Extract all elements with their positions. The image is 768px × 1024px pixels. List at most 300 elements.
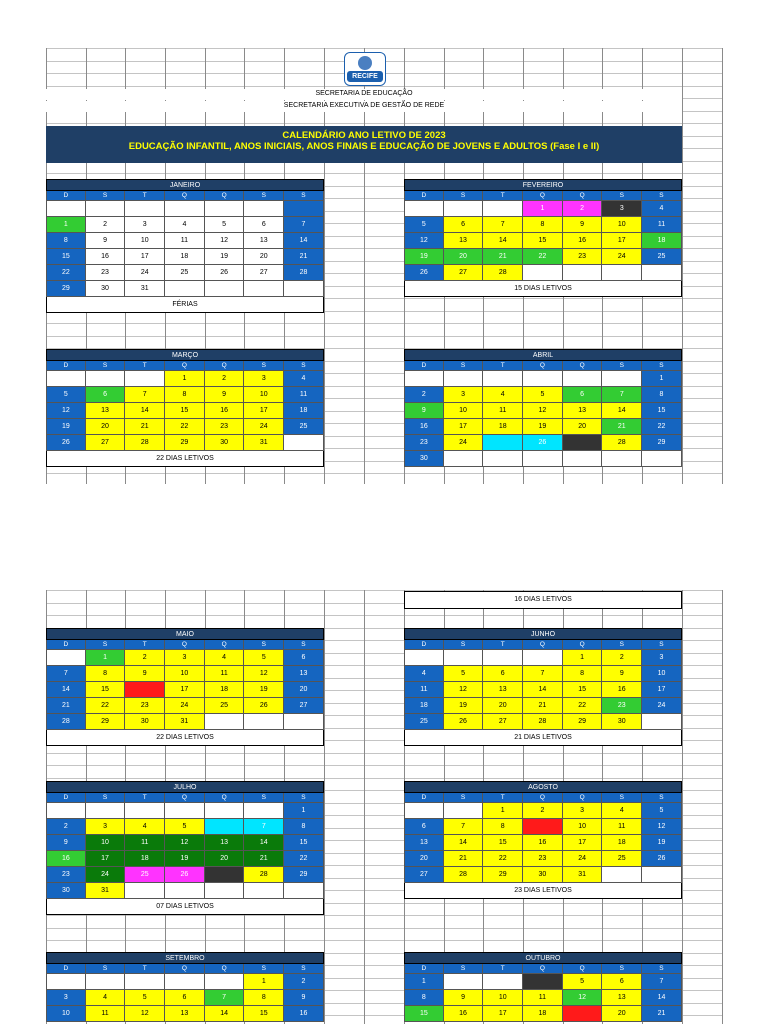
day-cell: 14 (284, 233, 324, 249)
day-cell: 8 (404, 990, 444, 1006)
weekday-label: S (602, 964, 642, 974)
week-row (404, 387, 682, 403)
weekday-label: D (46, 640, 86, 650)
day-cell: 21 (444, 851, 484, 867)
weekday-label: Q (165, 361, 205, 371)
week-row (404, 851, 682, 867)
day-cell: 11 (483, 403, 523, 419)
day-cell: 16 (602, 682, 642, 698)
day-cell: 1 (165, 371, 205, 387)
week-row (46, 387, 324, 403)
day-cell (602, 867, 642, 883)
day-cell: 10 (563, 819, 603, 835)
day-cell: 2 (602, 650, 642, 666)
day-cell: 17 (86, 851, 126, 867)
day-cell (165, 803, 205, 819)
day-cell (523, 371, 563, 387)
weekday-label: S (642, 640, 682, 650)
weekday-label: Q (523, 964, 563, 974)
day-cell: 12 (46, 403, 86, 419)
day-cell: 11 (404, 682, 444, 698)
day-cell (404, 201, 444, 217)
day-cell (404, 803, 444, 819)
day-cell (125, 682, 165, 698)
dias-letivos-note: 07 DIAS LETIVOS (46, 899, 324, 915)
logo-text: RECIFE (347, 71, 383, 82)
day-cell: 9 (444, 990, 484, 1006)
day-cell: 9 (602, 666, 642, 682)
grid-line (46, 915, 722, 916)
day-cell (642, 714, 682, 730)
week-row (404, 233, 682, 249)
week-row (404, 714, 682, 730)
day-cell: 27 (404, 867, 444, 883)
day-cell: 2 (523, 803, 563, 819)
day-cell: 11 (165, 233, 205, 249)
day-cell: 11 (284, 387, 324, 403)
day-cell: 16 (205, 403, 245, 419)
weekday-label: Q (165, 964, 205, 974)
day-cell: 15 (244, 1006, 284, 1022)
weekday-label: S (642, 191, 682, 201)
banner-line-1: CALENDÁRIO ANO LETIVO DE 2023 (282, 130, 446, 141)
weekday-label: D (404, 361, 444, 371)
week-row (46, 819, 324, 835)
day-cell: 6 (602, 974, 642, 990)
weekday-label: Q (165, 640, 205, 650)
day-cell: 25 (125, 867, 165, 883)
day-cell (602, 265, 642, 281)
day-cell: 31 (563, 867, 603, 883)
week-row (404, 819, 682, 835)
day-cell: 27 (86, 435, 126, 451)
weekday-label: S (602, 793, 642, 803)
weekday-label: T (483, 793, 523, 803)
weekday-label: Q (523, 361, 563, 371)
day-cell: 23 (563, 249, 603, 265)
day-cell: 6 (483, 666, 523, 682)
weekday-label: Q (523, 793, 563, 803)
week-row (404, 217, 682, 233)
day-cell (46, 803, 86, 819)
weekday-label: S (86, 793, 126, 803)
weekday-label: S (86, 640, 126, 650)
day-cell: 16 (86, 249, 126, 265)
grid-line (46, 48, 722, 49)
day-cell: 10 (483, 990, 523, 1006)
week-row (46, 835, 324, 851)
weekday-label: S (444, 793, 484, 803)
day-cell: 15 (483, 835, 523, 851)
day-cell: 26 (165, 867, 205, 883)
day-cell: 28 (46, 714, 86, 730)
day-cell: 26 (46, 435, 86, 451)
weekday-label: S (244, 964, 284, 974)
weekday-label: Q (563, 964, 603, 974)
day-cell: 19 (205, 249, 245, 265)
week-row (46, 265, 324, 281)
day-cell: 18 (404, 698, 444, 714)
day-cell (86, 803, 126, 819)
day-cell: 4 (404, 666, 444, 682)
day-cell: 27 (483, 714, 523, 730)
week-row (404, 249, 682, 265)
day-cell: 4 (86, 990, 126, 1006)
day-cell: 6 (244, 217, 284, 233)
day-cell (444, 451, 484, 467)
day-cell: 28 (523, 714, 563, 730)
day-cell (46, 371, 86, 387)
week-row (46, 435, 324, 451)
day-cell (284, 435, 324, 451)
grid-line (46, 323, 722, 324)
day-cell: 28 (483, 265, 523, 281)
weekday-label: S (86, 361, 126, 371)
day-cell: 13 (244, 233, 284, 249)
week-row (46, 698, 324, 714)
day-cell: 24 (244, 419, 284, 435)
day-cell: 4 (284, 371, 324, 387)
month-julho (46, 781, 324, 915)
day-cell: 1 (46, 217, 86, 233)
day-cell: 18 (165, 249, 205, 265)
day-cell: 1 (523, 201, 563, 217)
month-title: JULHO (46, 781, 324, 793)
day-cell: 5 (523, 387, 563, 403)
day-cell: 21 (244, 851, 284, 867)
weekday-label: D (46, 964, 86, 974)
week-row (46, 851, 324, 867)
day-cell: 2 (284, 974, 324, 990)
week-row (46, 714, 324, 730)
day-cell: 7 (46, 666, 86, 682)
weekday-label: D (404, 640, 444, 650)
month-title: JUNHO (404, 628, 682, 640)
day-cell: 11 (602, 819, 642, 835)
day-cell: 26 (244, 698, 284, 714)
day-cell (125, 974, 165, 990)
weekday-label: S (86, 964, 126, 974)
day-cell: 23 (523, 851, 563, 867)
month-outubro (404, 952, 682, 1022)
day-cell (205, 819, 245, 835)
day-cell: 20 (244, 249, 284, 265)
day-cell: 1 (483, 803, 523, 819)
day-cell: 3 (165, 650, 205, 666)
month-marco (46, 349, 324, 467)
weekday-label: D (404, 191, 444, 201)
day-cell: 2 (563, 201, 603, 217)
grid-line (46, 173, 722, 174)
day-cell: 16 (404, 419, 444, 435)
day-cell: 15 (563, 682, 603, 698)
day-cell: 28 (602, 435, 642, 451)
week-row (404, 867, 682, 883)
day-cell (125, 803, 165, 819)
day-cell: 29 (642, 435, 682, 451)
day-cell: 7 (602, 387, 642, 403)
day-cell: 5 (563, 974, 603, 990)
weekday-label: S (244, 640, 284, 650)
day-cell: 27 (244, 265, 284, 281)
day-cell: 2 (205, 371, 245, 387)
grid-line (46, 615, 722, 616)
day-cell: 26 (523, 435, 563, 451)
day-cell (244, 281, 284, 297)
week-row (404, 1006, 682, 1022)
day-cell (284, 714, 324, 730)
day-cell: 25 (284, 419, 324, 435)
day-cell (125, 371, 165, 387)
weekday-label: Q (205, 964, 245, 974)
day-cell: 19 (523, 419, 563, 435)
day-cell: 3 (444, 387, 484, 403)
day-cell: 31 (86, 883, 126, 899)
week-row (46, 201, 324, 217)
day-cell: 16 (46, 851, 86, 867)
day-cell: 9 (404, 403, 444, 419)
day-cell: 12 (244, 666, 284, 682)
day-cell: 1 (284, 803, 324, 819)
day-cell: 11 (125, 835, 165, 851)
day-cell: 11 (642, 217, 682, 233)
day-cell: 10 (642, 666, 682, 682)
day-cell: 12 (642, 819, 682, 835)
day-cell: 22 (483, 851, 523, 867)
day-cell: 24 (86, 867, 126, 883)
grid-line (324, 48, 325, 484)
day-cell: 13 (404, 835, 444, 851)
weekday-label: S (444, 361, 484, 371)
weekday-label: Q (563, 361, 603, 371)
day-cell: 17 (444, 419, 484, 435)
week-row (46, 650, 324, 666)
weekday-label: S (642, 361, 682, 371)
week-row (404, 265, 682, 281)
month-title: ABRIL (404, 349, 682, 361)
day-cell: 17 (642, 682, 682, 698)
weekday-label: Q (165, 793, 205, 803)
day-cell: 23 (602, 698, 642, 714)
day-cell: 7 (483, 217, 523, 233)
day-cell: 21 (46, 698, 86, 714)
day-cell: 10 (244, 387, 284, 403)
grid-line (46, 940, 722, 941)
day-cell (205, 974, 245, 990)
day-cell: 9 (205, 387, 245, 403)
day-cell: 20 (483, 698, 523, 714)
day-cell: 20 (602, 1006, 642, 1022)
day-cell: 5 (125, 990, 165, 1006)
grid-line (364, 48, 365, 484)
grid-line (46, 473, 722, 474)
month-agosto (404, 781, 682, 899)
secretaria-executiva-title: SECRETARIA EXECUTIVA DE GESTÃO DE REDE (46, 101, 682, 112)
day-cell: 24 (642, 698, 682, 714)
day-cell: 16 (284, 1006, 324, 1022)
day-cell: 5 (244, 650, 284, 666)
month-title: FEVEREIRO (404, 179, 682, 191)
day-cell: 12 (444, 682, 484, 698)
day-cell: 15 (642, 403, 682, 419)
day-cell: 7 (523, 666, 563, 682)
weekday-label: D (404, 793, 444, 803)
weekday-label: S (444, 640, 484, 650)
day-cell (205, 883, 245, 899)
day-cell (46, 974, 86, 990)
day-cell: 21 (523, 698, 563, 714)
day-cell: 1 (244, 974, 284, 990)
day-cell: 24 (444, 435, 484, 451)
day-cell: 12 (404, 233, 444, 249)
weekday-label: S (86, 191, 126, 201)
day-cell: 1 (642, 371, 682, 387)
weekday-label: S (244, 361, 284, 371)
weekday-label: D (46, 191, 86, 201)
day-cell: 20 (205, 851, 245, 867)
day-cell: 13 (563, 403, 603, 419)
weekday-label: S (444, 191, 484, 201)
day-cell: 15 (284, 835, 324, 851)
day-cell: 26 (444, 714, 484, 730)
day-cell (205, 714, 245, 730)
weekday-label: D (46, 361, 86, 371)
day-cell: 1 (86, 650, 126, 666)
day-cell (563, 265, 603, 281)
grid-line (46, 928, 722, 929)
day-cell: 16 (444, 1006, 484, 1022)
day-cell (165, 201, 205, 217)
weekday-label: S (284, 640, 324, 650)
week-row (404, 990, 682, 1006)
day-cell (483, 974, 523, 990)
day-cell: 11 (205, 666, 245, 682)
weekday-header-row (46, 640, 324, 650)
dias-letivos-note: 23 DIAS LETIVOS (404, 883, 682, 899)
day-cell: 17 (165, 682, 205, 698)
day-cell: 29 (46, 281, 86, 297)
day-cell: 20 (86, 419, 126, 435)
day-cell: 17 (244, 403, 284, 419)
day-cell: 4 (602, 803, 642, 819)
grid-line (46, 336, 722, 337)
day-cell: 1 (563, 650, 603, 666)
day-cell: 2 (46, 819, 86, 835)
weekday-label: S (642, 793, 682, 803)
day-cell: 19 (46, 419, 86, 435)
weekday-label: T (125, 793, 165, 803)
day-cell: 14 (523, 682, 563, 698)
weekday-label: S (602, 191, 642, 201)
month-maio (46, 628, 324, 746)
day-cell: 10 (602, 217, 642, 233)
week-row (404, 803, 682, 819)
day-cell: 8 (46, 233, 86, 249)
day-cell: 3 (86, 819, 126, 835)
day-cell: 27 (284, 698, 324, 714)
weekday-header-row (404, 191, 682, 201)
day-cell (205, 281, 245, 297)
day-cell: 4 (205, 650, 245, 666)
day-cell (284, 281, 324, 297)
day-cell: 19 (165, 851, 205, 867)
week-row (404, 201, 682, 217)
day-cell: 18 (483, 419, 523, 435)
weekday-header-row (404, 640, 682, 650)
day-cell: 21 (125, 419, 165, 435)
day-cell: 9 (86, 233, 126, 249)
recife-logo (344, 52, 386, 86)
day-cell (244, 714, 284, 730)
day-cell (46, 650, 86, 666)
day-cell: 6 (284, 650, 324, 666)
weekday-label: S (284, 793, 324, 803)
month-title: SETEMBRO (46, 952, 324, 964)
month-title: MAIO (46, 628, 324, 640)
day-cell: 15 (46, 249, 86, 265)
dias-letivos-note: 22 DIAS LETIVOS (46, 451, 324, 467)
day-cell: 22 (46, 265, 86, 281)
day-cell: 19 (244, 682, 284, 698)
day-cell: 20 (284, 682, 324, 698)
day-cell: 21 (602, 419, 642, 435)
day-cell (284, 201, 324, 217)
day-cell (563, 435, 603, 451)
day-cell (642, 451, 682, 467)
day-cell: 25 (404, 714, 444, 730)
day-cell (404, 371, 444, 387)
day-cell: 30 (404, 451, 444, 467)
weekday-header-row (46, 964, 324, 974)
day-cell: 20 (563, 419, 603, 435)
grid-line (46, 778, 722, 779)
day-cell (642, 265, 682, 281)
week-row (404, 435, 682, 451)
weekday-label: T (125, 964, 165, 974)
day-cell: 14 (205, 1006, 245, 1022)
day-cell: 22 (523, 249, 563, 265)
day-cell (602, 451, 642, 467)
day-cell: 22 (86, 698, 126, 714)
day-cell: 23 (125, 698, 165, 714)
weekday-label: Q (205, 361, 245, 371)
weekday-label: Q (205, 191, 245, 201)
grid-line (364, 590, 365, 1024)
month-setembro (46, 952, 324, 1022)
dias-letivos-note: FÉRIAS (46, 297, 324, 313)
weekday-header-row (46, 793, 324, 803)
day-cell: 14 (125, 403, 165, 419)
day-cell: 30 (86, 281, 126, 297)
day-cell (125, 201, 165, 217)
day-cell (444, 974, 484, 990)
week-row (46, 403, 324, 419)
weekday-label: T (483, 964, 523, 974)
day-cell: 22 (165, 419, 205, 435)
month-abril (404, 349, 682, 467)
week-row (46, 666, 324, 682)
day-cell: 5 (165, 819, 205, 835)
month-janeiro (46, 179, 324, 313)
day-cell: 21 (483, 249, 523, 265)
weekday-label: S (444, 964, 484, 974)
weekday-label: S (642, 964, 682, 974)
weekday-header-row (404, 361, 682, 371)
day-cell: 6 (165, 990, 205, 1006)
day-cell: 28 (284, 265, 324, 281)
weekday-label: S (284, 191, 324, 201)
day-cell: 6 (444, 217, 484, 233)
